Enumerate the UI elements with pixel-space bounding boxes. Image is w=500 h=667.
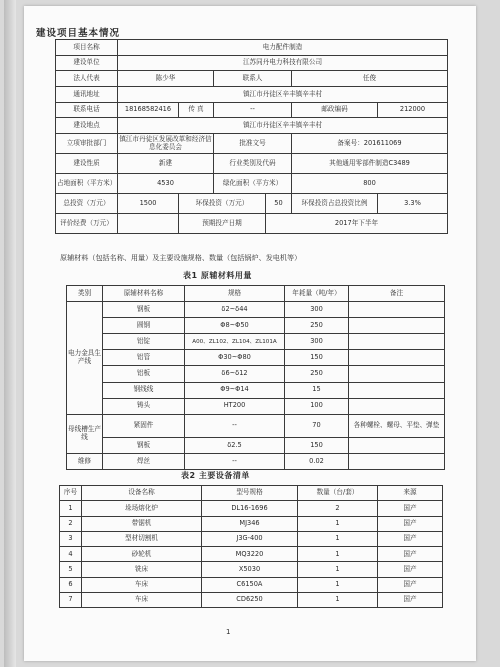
table-cell: 1 xyxy=(298,547,378,562)
table-cell: 国产 xyxy=(378,577,443,592)
table-cell xyxy=(349,318,445,334)
materials-table xyxy=(66,285,445,470)
column-header: 类别 xyxy=(67,286,103,302)
value-cell: 陈少华 xyxy=(118,71,214,87)
value-cell: 江苏同丹电力科技有限公司 xyxy=(118,55,448,71)
label-cell: 建设地点 xyxy=(56,118,118,134)
table-cell: 0.02 xyxy=(285,453,349,469)
table-cell: 4 xyxy=(60,547,82,562)
value-cell: 4530 xyxy=(118,174,214,194)
table-cell: 1 xyxy=(298,577,378,592)
table-cell: Φ9~Φ14 xyxy=(185,382,285,398)
label-cell: 建设性质 xyxy=(56,154,118,174)
column-header: 序号 xyxy=(60,486,82,501)
table-cell xyxy=(349,382,445,398)
value-cell: 2017年下半年 xyxy=(266,214,448,234)
table-cell: 150 xyxy=(285,437,349,453)
table-cell xyxy=(349,398,445,414)
table1-caption: 表1 原辅材料用量 xyxy=(183,271,252,280)
table-cell: MJ346 xyxy=(202,516,298,531)
label-cell: 批准文号 xyxy=(214,134,292,154)
table-row xyxy=(67,350,445,366)
table-row xyxy=(67,398,445,414)
table-cell: CD6250 xyxy=(202,593,298,608)
table-cell: -- xyxy=(185,414,285,437)
table-cell: 垛场熔化炉 xyxy=(82,501,202,516)
table-cell: -- xyxy=(185,453,285,469)
table-cell: 国产 xyxy=(378,547,443,562)
table-cell: 国产 xyxy=(378,562,443,577)
value-cell: 镇江市丹徒区辛丰镇辛丰村 xyxy=(118,118,448,134)
table-cell: 150 xyxy=(285,350,349,366)
table-cell: 300 xyxy=(285,334,349,350)
label-cell: 预期投产日期 xyxy=(179,214,266,234)
table-cell: 各种螺栓、螺母、平垫、弹垫 xyxy=(349,414,445,437)
table-cell: 国产 xyxy=(378,531,443,546)
table-row xyxy=(60,516,443,531)
table-cell: 铣床 xyxy=(82,562,202,577)
table-row xyxy=(67,334,445,350)
table-cell: 7 xyxy=(60,593,82,608)
page-number: 1 xyxy=(226,628,231,636)
table-cell xyxy=(349,437,445,453)
table-cell: 1 xyxy=(60,501,82,516)
value-cell: 212000 xyxy=(378,102,448,118)
category-cell: 电力金具生产线 xyxy=(67,302,103,415)
table-row xyxy=(56,174,448,194)
table-row xyxy=(56,134,448,154)
label-cell: 法人代表 xyxy=(56,71,118,87)
table-row xyxy=(56,154,448,174)
table-cell: 焊丝 xyxy=(103,453,185,469)
table-row xyxy=(67,453,445,469)
table-row xyxy=(56,214,448,234)
table-row xyxy=(56,71,448,87)
table-cell: 带锯机 xyxy=(82,516,202,531)
column-header: 备注 xyxy=(349,286,445,302)
table-cell: 钢线线 xyxy=(103,382,185,398)
table-cell: Φ8~Φ50 xyxy=(185,318,285,334)
label-cell: 联系电话 xyxy=(56,102,118,118)
table-cell: A00、ZL102、ZL104、ZL101A xyxy=(185,334,285,350)
table2-caption: 表2 主要设备清单 xyxy=(181,471,250,480)
label-cell: 总投资（万元） xyxy=(56,194,118,214)
table-cell: 钢板 xyxy=(103,437,185,453)
table-cell: 圆钢 xyxy=(103,318,185,334)
value-cell: 备案号：201611069 xyxy=(292,134,448,154)
table-cell: X5030 xyxy=(202,562,298,577)
table-cell: 100 xyxy=(285,398,349,414)
label-cell: 通讯地址 xyxy=(56,87,118,103)
table-cell: 铝板 xyxy=(103,366,185,382)
label-cell: 立项审批部门 xyxy=(56,134,118,154)
table-cell: 铝锭 xyxy=(103,334,185,350)
table-row xyxy=(67,318,445,334)
table-cell: 3 xyxy=(60,531,82,546)
table-cell: HT200 xyxy=(185,398,285,414)
value-cell: 800 xyxy=(292,174,448,194)
label-cell: 项目名称 xyxy=(56,40,118,56)
label-cell: 建设单位 xyxy=(56,55,118,71)
category-cell: 维修 xyxy=(67,453,103,469)
column-header: 原辅材料名称 xyxy=(103,286,185,302)
table-cell: 钢板 xyxy=(103,302,185,318)
table-cell: 250 xyxy=(285,318,349,334)
value-cell: -- xyxy=(214,102,292,118)
table-cell: 车床 xyxy=(82,593,202,608)
table-cell: 6 xyxy=(60,577,82,592)
value-cell: 其他通用零部件制造C3489 xyxy=(292,154,448,174)
value-cell: 电力配件制造 xyxy=(118,40,448,56)
table-cell xyxy=(349,302,445,318)
table-cell xyxy=(349,350,445,366)
value-cell: 50 xyxy=(266,194,292,214)
label-cell: 评价经费（万元） xyxy=(56,214,118,234)
table-cell: 铸头 xyxy=(103,398,185,414)
table-row xyxy=(56,194,448,214)
label-cell: 传 真 xyxy=(179,102,214,118)
category-cell: 母线槽生产线 xyxy=(67,414,103,453)
value-cell: 1500 xyxy=(118,194,179,214)
column-header: 型号规格 xyxy=(202,486,298,501)
binding-shadow xyxy=(4,0,16,667)
value-cell: 3.3% xyxy=(378,194,448,214)
table-cell: 70 xyxy=(285,414,349,437)
table-cell: 250 xyxy=(285,366,349,382)
value-cell: 18168582416 xyxy=(118,102,179,118)
table-cell: 15 xyxy=(285,382,349,398)
value-cell: 任俊 xyxy=(292,71,448,87)
table-cell: 紧固件 xyxy=(103,414,185,437)
table-cell: 型材切割机 xyxy=(82,531,202,546)
table-cell: Φ30~Φ80 xyxy=(185,350,285,366)
label-cell: 环保投资（万元） xyxy=(179,194,266,214)
table-row xyxy=(60,562,443,577)
value-cell: 镇江市丹徒区发展改革和经济信息化委员会 xyxy=(118,134,214,154)
table-cell: 国产 xyxy=(378,593,443,608)
table-row xyxy=(60,577,443,592)
table-cell: 车床 xyxy=(82,577,202,592)
table-cell: 1 xyxy=(298,562,378,577)
table-cell: δ2.5 xyxy=(185,437,285,453)
value-cell: 新建 xyxy=(118,154,214,174)
table-row xyxy=(67,382,445,398)
label-cell: 环保投资占总投资比例 xyxy=(292,194,378,214)
table-row xyxy=(67,302,445,318)
table-cell: 国产 xyxy=(378,516,443,531)
table-row xyxy=(56,102,448,118)
label-cell: 绿化面积（平方米） xyxy=(214,174,292,194)
table-cell: 铝管 xyxy=(103,350,185,366)
table-cell: 2 xyxy=(298,501,378,516)
table-row xyxy=(60,501,443,516)
table-cell: MQ3220 xyxy=(202,547,298,562)
label-cell: 行业类别及代码 xyxy=(214,154,292,174)
column-header: 规格 xyxy=(185,286,285,302)
label-cell: 邮政编码 xyxy=(292,102,378,118)
table-cell xyxy=(349,366,445,382)
table-row xyxy=(67,414,445,437)
table-row xyxy=(60,547,443,562)
label-cell: 联系人 xyxy=(214,71,292,87)
table-cell: C6150A xyxy=(202,577,298,592)
table-header-row xyxy=(60,486,443,501)
materials-note: 原辅材料（包括名称、用量）及主要设施规格、数量（包括锅炉、发电机等） xyxy=(60,253,302,262)
table-cell: DL16-1696 xyxy=(202,501,298,516)
table-row xyxy=(67,437,445,453)
table-row xyxy=(67,366,445,382)
table-cell xyxy=(349,453,445,469)
table-cell: 国产 xyxy=(378,501,443,516)
equipment-table xyxy=(59,485,443,608)
section-title: 建设项目基本情况 xyxy=(36,28,121,39)
table-row xyxy=(60,593,443,608)
table-cell: 砂轮机 xyxy=(82,547,202,562)
table-cell: 2 xyxy=(60,516,82,531)
value-cell: 镇江市丹徒区辛丰镇辛丰村 xyxy=(118,87,448,103)
table-cell: J3G-400 xyxy=(202,531,298,546)
table-cell: δ6~δ12 xyxy=(185,366,285,382)
table-cell: 1 xyxy=(298,593,378,608)
label-cell: 占地面积（平方米） xyxy=(56,174,118,194)
value-cell xyxy=(118,214,179,234)
table-cell: 1 xyxy=(298,531,378,546)
table-cell: 5 xyxy=(60,562,82,577)
basic-info-table xyxy=(55,39,448,234)
table-cell: 1 xyxy=(298,516,378,531)
column-header: 来源 xyxy=(378,486,443,501)
table-row xyxy=(56,118,448,134)
table-row xyxy=(60,531,443,546)
table-cell: 300 xyxy=(285,302,349,318)
column-header: 数量（台/套） xyxy=(298,486,378,501)
table-cell xyxy=(349,334,445,350)
table-row xyxy=(56,87,448,103)
table-header-row xyxy=(67,286,445,302)
table-row xyxy=(56,55,448,71)
table-cell: δ2~δ44 xyxy=(185,302,285,318)
column-header: 年耗量（吨/年） xyxy=(285,286,349,302)
table-row xyxy=(56,40,448,56)
column-header: 设备名称 xyxy=(82,486,202,501)
